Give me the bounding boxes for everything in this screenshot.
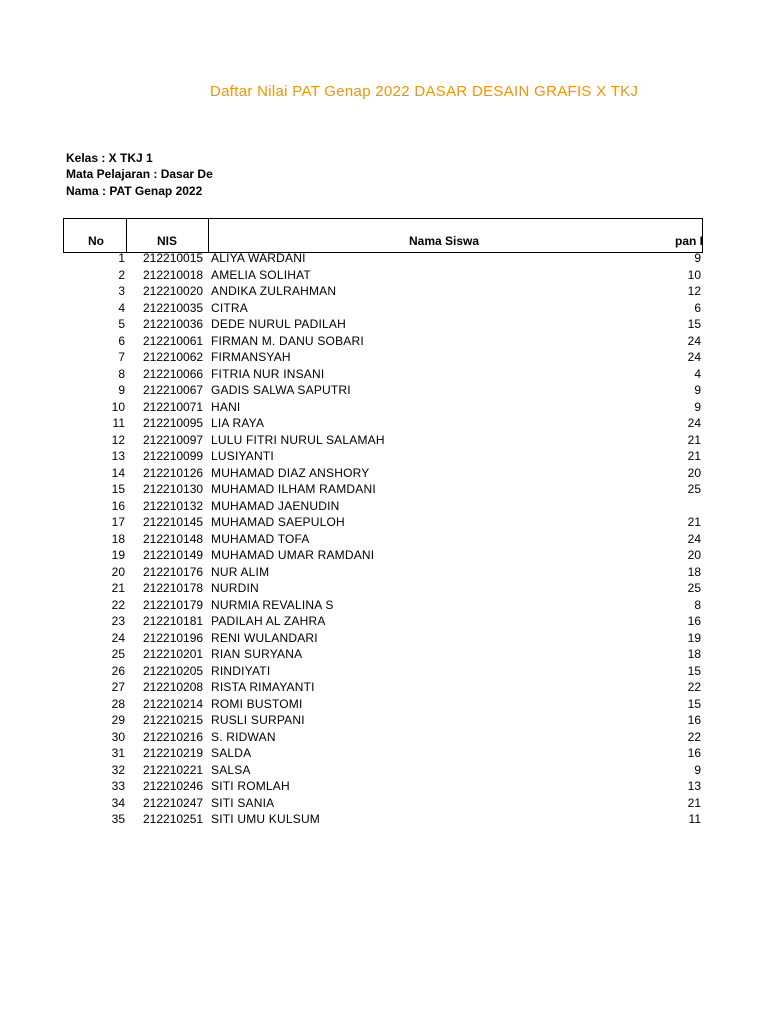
table-header <box>63 218 703 253</box>
row-nama-siswa: PADILAH AL ZAHRA <box>211 614 326 628</box>
row-nilai: 13 <box>687 779 701 793</box>
row-no: 12 <box>111 432 125 447</box>
row-no: 31 <box>111 746 125 760</box>
row-no: 17 <box>111 515 125 529</box>
row-no: 5 <box>118 317 125 331</box>
row-nilai: 16 <box>687 746 701 760</box>
table-row <box>0 333 768 350</box>
row-nis: 212210176 <box>143 564 204 579</box>
row-nis: 212210201 <box>143 647 204 661</box>
row-nis: 212210066 <box>143 366 204 381</box>
row-no: 35 <box>111 812 125 826</box>
row-nis: 212210215 <box>143 713 204 727</box>
header-nama-siswa: Nama Siswa <box>409 234 480 248</box>
row-no: 26 <box>111 663 125 678</box>
kelas-label: Kelas : X TKJ 1 <box>66 151 153 165</box>
row-nis: 212210251 <box>143 812 204 826</box>
header-nis: NIS <box>157 234 178 248</box>
row-nama-siswa: SITI SANIA <box>211 795 275 810</box>
row-nilai: 15 <box>687 663 701 678</box>
row-no: 7 <box>118 350 125 364</box>
row-nilai: 8 <box>694 597 701 612</box>
row-nama-siswa: NURMIA REVALINA S <box>211 597 334 612</box>
mata-pelajaran-label: Mata Pelajaran : Dasar De <box>66 167 213 181</box>
row-nama-siswa: RENI WULANDARI <box>211 630 318 645</box>
row-nama-siswa: ALIYA WARDANI <box>211 251 306 265</box>
nama-label: Nama : PAT Genap 2022 <box>66 184 203 198</box>
row-nis: 212210018 <box>143 267 204 282</box>
row-no: 30 <box>111 729 125 744</box>
table-row <box>0 778 768 795</box>
row-nama-siswa: RISTA RIMAYANTI <box>211 680 315 694</box>
table-row <box>0 250 768 267</box>
row-no: 3 <box>118 284 125 298</box>
row-nilai: 9 <box>694 383 701 397</box>
row-no: 20 <box>111 564 125 579</box>
row-nilai: 16 <box>687 614 701 628</box>
row-nilai: 19 <box>687 630 701 645</box>
row-nama-siswa: HANI <box>211 399 241 414</box>
row-nilai: 15 <box>687 696 701 711</box>
table-row <box>0 531 768 548</box>
row-no: 33 <box>111 779 125 793</box>
row-nis: 212210099 <box>143 449 204 463</box>
row-nama-siswa: MUHAMAD JAENUDIN <box>211 498 340 513</box>
row-nama-siswa: RUSLI SURPANI <box>211 713 305 727</box>
row-nilai: 20 <box>687 465 701 480</box>
table-row <box>0 646 768 663</box>
row-nis: 212210178 <box>143 581 204 595</box>
row-nilai: 9 <box>694 251 701 265</box>
row-nama-siswa: AMELIA SOLIHAT <box>211 267 311 282</box>
table-row <box>0 382 768 399</box>
row-nama-siswa: NURDIN <box>211 581 259 595</box>
row-nama-siswa: SALDA <box>211 746 252 760</box>
row-nilai: 16 <box>687 713 701 727</box>
row-nilai: 24 <box>687 531 701 546</box>
table-body <box>0 250 768 828</box>
row-nis: 212210097 <box>143 432 204 447</box>
row-nis: 212210126 <box>143 465 204 480</box>
table-row <box>0 630 768 647</box>
row-no: 2 <box>118 267 125 282</box>
row-no: 25 <box>111 647 125 661</box>
row-no: 18 <box>111 531 125 546</box>
row-nilai: 12 <box>687 284 701 298</box>
row-nama-siswa: LULU FITRI NURUL SALAMAH <box>211 432 385 447</box>
table-row <box>0 283 768 300</box>
row-nama-siswa: FIRMANSYAH <box>211 350 291 364</box>
row-nama-siswa: MUHAMAD UMAR RAMDANI <box>211 548 375 562</box>
table-row <box>0 663 768 680</box>
table-row <box>0 514 768 531</box>
row-no: 14 <box>111 465 125 480</box>
row-nama-siswa: MUHAMAD TOFA <box>211 531 310 546</box>
table-row <box>0 415 768 432</box>
header-no: No <box>88 234 104 248</box>
table-row <box>0 712 768 729</box>
table-row <box>0 316 768 333</box>
row-nis: 212210035 <box>143 300 204 315</box>
row-nilai: 18 <box>687 564 701 579</box>
row-no: 10 <box>111 399 125 414</box>
row-no: 28 <box>111 696 125 711</box>
row-no: 11 <box>112 416 125 430</box>
row-nilai: 21 <box>687 795 701 810</box>
header-nilai: pan I <box>675 234 704 248</box>
row-nama-siswa: MUHAMAD DIAZ ANSHORY <box>211 465 370 480</box>
row-nilai: 6 <box>694 300 701 315</box>
row-nama-siswa: GADIS SALWA SAPUTRI <box>211 383 351 397</box>
row-nama-siswa: MUHAMAD SAEPULOH <box>211 515 345 529</box>
table-row <box>0 547 768 564</box>
row-nama-siswa: FITRIA NUR INSANI <box>211 366 325 381</box>
row-nis: 212210015 <box>143 251 204 265</box>
table-row <box>0 795 768 812</box>
row-nis: 212210132 <box>143 498 204 513</box>
table-row <box>0 564 768 581</box>
table-row <box>0 432 768 449</box>
row-nis: 212210095 <box>143 416 204 430</box>
row-nilai: 25 <box>687 581 701 595</box>
row-nis: 212210130 <box>143 482 204 496</box>
header-no-cell <box>64 219 127 252</box>
table-row <box>0 366 768 383</box>
table-row <box>0 597 768 614</box>
row-nama-siswa: LIA RAYA <box>211 416 265 430</box>
row-nama-siswa: ROMI BUSTOMI <box>211 696 303 711</box>
row-no: 1 <box>118 251 125 265</box>
row-nama-siswa: NUR ALIM <box>211 564 270 579</box>
row-no: 13 <box>111 449 125 463</box>
row-nis: 212210062 <box>143 350 204 364</box>
table-row <box>0 448 768 465</box>
row-nama-siswa: MUHAMAD ILHAM RAMDANI <box>211 482 376 496</box>
header-nama-cell <box>209 219 684 252</box>
header-nilai-cell <box>675 219 704 252</box>
table-row <box>0 267 768 284</box>
table-row <box>0 399 768 416</box>
row-nilai: 15 <box>687 317 701 331</box>
row-no: 16 <box>111 498 125 513</box>
row-nilai: 21 <box>687 515 701 529</box>
row-nilai: 9 <box>694 399 701 414</box>
row-nilai: 4 <box>694 366 701 381</box>
row-nis: 212210181 <box>143 614 204 628</box>
row-nis: 212210205 <box>143 663 204 678</box>
row-nama-siswa: FIRMAN M. DANU SOBARI <box>211 333 364 348</box>
table-row <box>0 745 768 762</box>
row-no: 6 <box>118 333 125 348</box>
row-no: 21 <box>111 581 125 595</box>
row-no: 4 <box>118 300 125 315</box>
row-nama-siswa: CITRA <box>211 300 248 315</box>
row-nama-siswa: LUSIYANTI <box>211 449 274 463</box>
table-row <box>0 613 768 630</box>
row-no: 19 <box>111 548 125 562</box>
row-nama-siswa: ANDIKA ZULRAHMAN <box>211 284 337 298</box>
row-nis: 212210020 <box>143 284 204 298</box>
row-nis: 212210067 <box>143 383 204 397</box>
row-nilai: 10 <box>687 267 701 282</box>
row-nilai: 18 <box>687 647 701 661</box>
row-nis: 212210216 <box>143 729 204 744</box>
table-row <box>0 498 768 515</box>
table-row <box>0 762 768 779</box>
row-nama-siswa: SITI ROMLAH <box>211 779 290 793</box>
row-nis: 212210179 <box>143 597 204 612</box>
table-row <box>0 465 768 482</box>
row-no: 8 <box>118 366 125 381</box>
table-row <box>0 349 768 366</box>
row-nama-siswa: RINDIYATI <box>211 663 271 678</box>
row-nilai: 24 <box>687 350 701 364</box>
row-nilai: 22 <box>687 680 701 694</box>
row-nis: 212210036 <box>143 317 204 331</box>
table-row <box>0 481 768 498</box>
row-nilai: 22 <box>687 729 701 744</box>
row-nilai: 20 <box>687 548 701 562</box>
row-nis: 212210219 <box>143 746 204 760</box>
row-nis: 212210148 <box>143 531 204 546</box>
row-nama-siswa: DEDE NURUL PADILAH <box>211 317 346 331</box>
header-nis-cell <box>127 219 209 252</box>
table-row <box>0 300 768 317</box>
row-nama-siswa: S. RIDWAN <box>211 729 276 744</box>
row-nis: 212210071 <box>143 399 204 414</box>
row-nilai: 9 <box>694 762 701 777</box>
row-no: 24 <box>111 630 125 645</box>
row-nilai: 24 <box>687 416 701 430</box>
row-no: 32 <box>111 762 125 777</box>
table-row <box>0 729 768 746</box>
table-row <box>0 580 768 597</box>
table-row <box>0 679 768 696</box>
table-row <box>0 696 768 713</box>
row-nis: 212210221 <box>143 762 204 777</box>
row-nilai: 11 <box>688 812 701 826</box>
row-no: 15 <box>111 482 125 496</box>
row-nis: 212210145 <box>143 515 204 529</box>
row-nis: 212210208 <box>143 680 204 694</box>
row-nis: 212210214 <box>143 696 204 711</box>
row-no: 34 <box>111 795 125 810</box>
row-no: 22 <box>111 597 125 612</box>
row-no: 23 <box>111 614 125 628</box>
row-no: 27 <box>111 680 125 694</box>
row-nilai: 21 <box>687 432 701 447</box>
row-nilai: 25 <box>687 482 701 496</box>
row-nama-siswa: SITI UMU KULSUM <box>211 812 321 826</box>
row-nis: 212210196 <box>143 630 204 645</box>
row-nis: 212210247 <box>143 795 204 810</box>
row-nama-siswa: SALSA <box>211 762 251 777</box>
row-nilai: 21 <box>687 449 701 463</box>
table-row <box>0 811 768 828</box>
page-title: Daftar Nilai PAT Genap 2022 DASAR DESAIN GRAFIS X TKJ <box>210 83 639 100</box>
row-nis: 212210246 <box>143 779 204 793</box>
row-nilai: 24 <box>687 333 701 348</box>
row-no: 9 <box>118 383 125 397</box>
row-no: 29 <box>111 713 125 727</box>
row-nis: 212210061 <box>143 333 204 348</box>
row-nama-siswa: RIAN SURYANA <box>211 647 303 661</box>
row-nis: 212210149 <box>143 548 204 562</box>
